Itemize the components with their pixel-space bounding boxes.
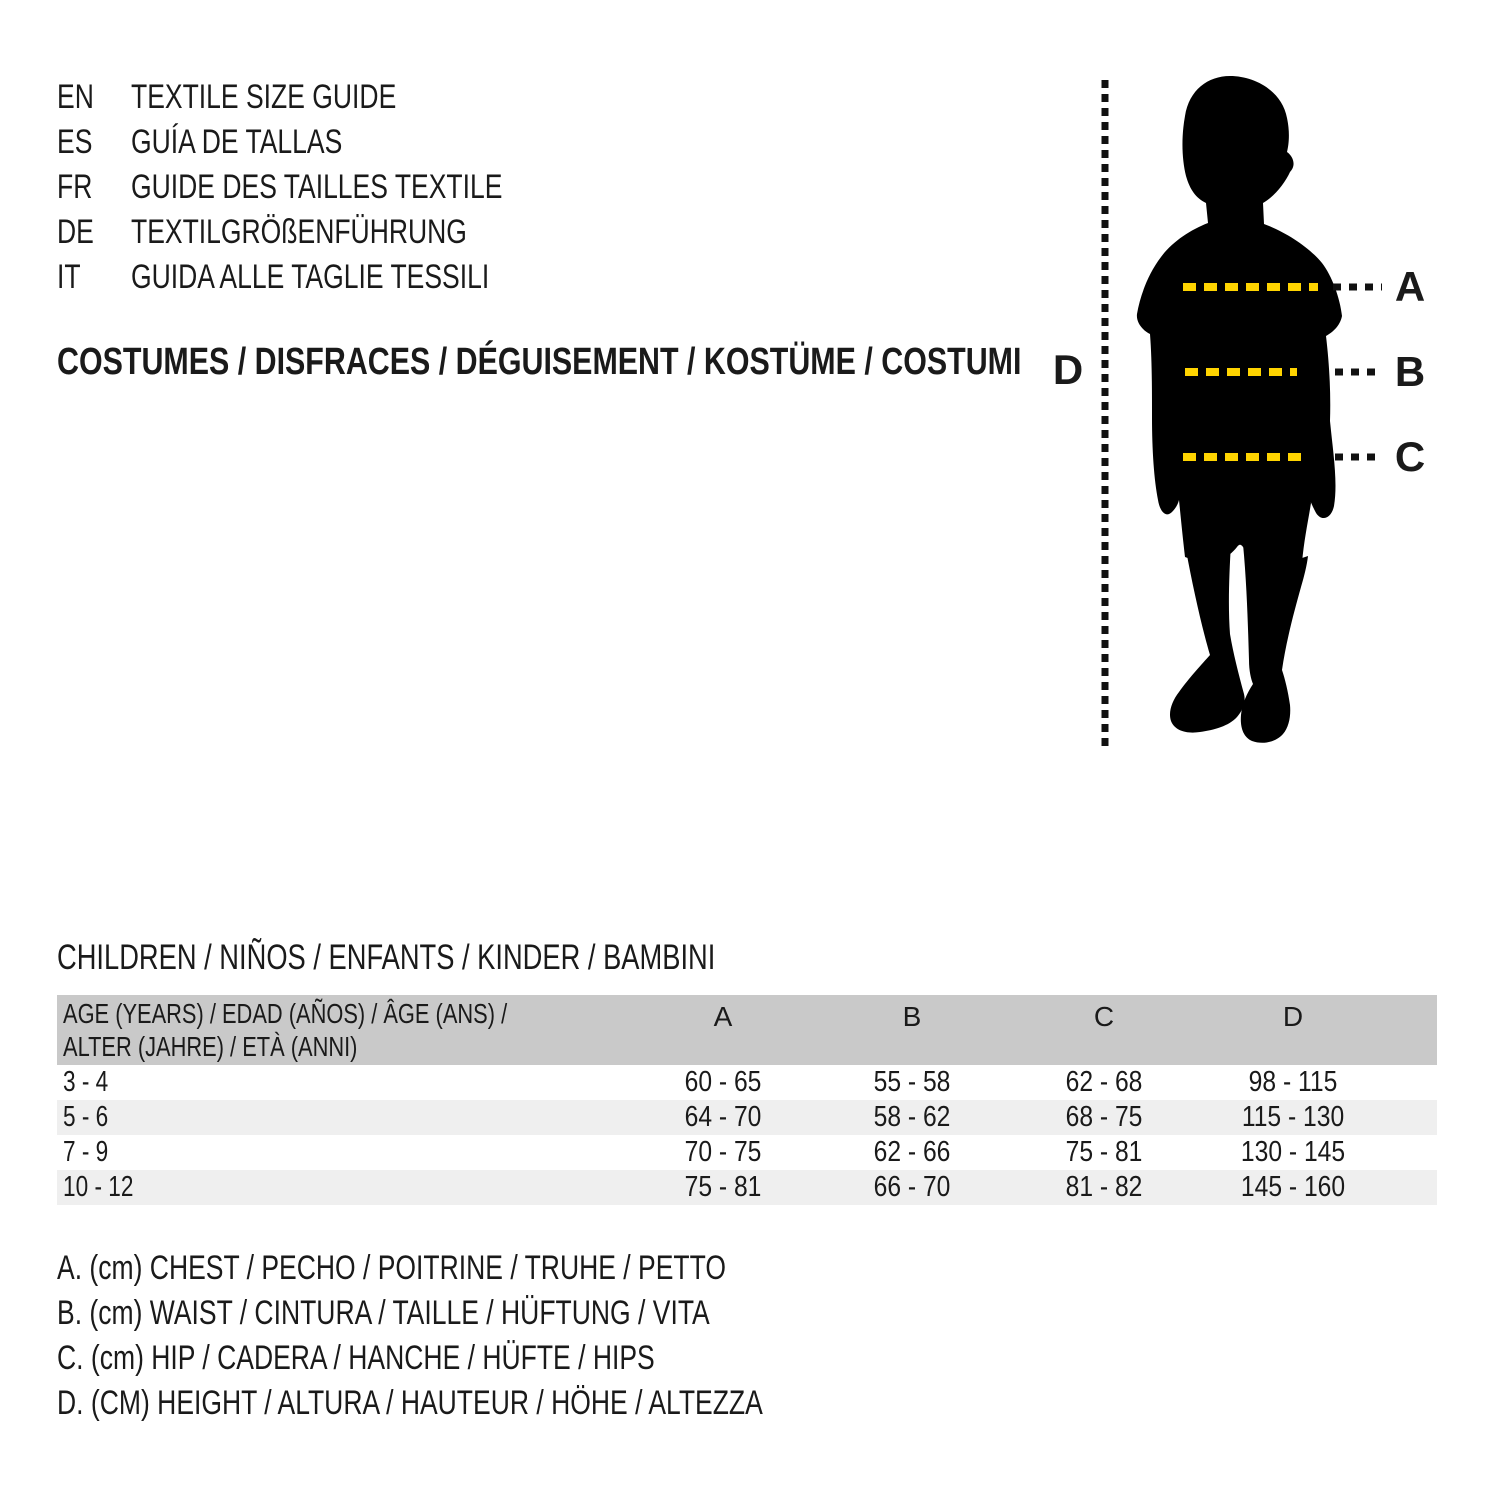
table-section-title: CHILDREN / NIÑOS / ENFANTS / KINDER / BAMBINI [57, 938, 716, 977]
column-header-a: A [713, 1001, 733, 1032]
title-en: TEXTILE SIZE GUIDE [131, 78, 397, 116]
language-code-en: EN [57, 78, 94, 116]
language-row-en [57, 75, 607, 120]
height-range: 145 - 160 [1240, 1171, 1346, 1203]
waist-range: 55 - 58 [873, 1066, 951, 1098]
height-range: 115 - 130 [1241, 1101, 1345, 1133]
age-header-line2: ALTER (JAHRE) / ETÀ (ANNI) [63, 1031, 358, 1062]
table-header-row [57, 995, 1437, 1065]
table-row [57, 1065, 1437, 1100]
hip-range: 62 - 68 [1065, 1066, 1143, 1098]
hip-range: 81 - 82 [1065, 1171, 1143, 1203]
children-size-table [57, 995, 1437, 1205]
column-header-c: C [1093, 1001, 1115, 1032]
language-code-de: DE [57, 213, 94, 251]
silhouette-left-leg [1170, 544, 1245, 733]
table-row [57, 1135, 1437, 1170]
waist-range: 62 - 66 [873, 1136, 951, 1168]
label-height-d: D [1052, 346, 1084, 393]
category-title: COSTUMES / DISFRACES / DÉGUISEMENT / KOSTÜME / COSTUMI [57, 341, 1022, 383]
chest-range: 60 - 65 [684, 1066, 762, 1098]
age-range: 10 - 12 [63, 1171, 134, 1203]
legend-chest: A. (cm) CHEST / PECHO / POITRINE / TRUHE / PETTO [57, 1249, 726, 1287]
height-range: 130 - 145 [1240, 1136, 1346, 1168]
title-de: TEXTILGRÖßENFÜHRUNG [131, 213, 467, 251]
chest-range: 70 - 75 [684, 1136, 762, 1168]
column-header-d: D [1282, 1001, 1304, 1032]
label-chest-a: A [1394, 263, 1426, 310]
chest-range: 75 - 81 [684, 1171, 762, 1203]
silhouette-body [1137, 76, 1342, 565]
language-row-de [57, 210, 607, 255]
language-code-es: ES [57, 123, 93, 161]
column-header-b: B [902, 1001, 922, 1032]
title-es: GUÍA DE TALLAS [131, 123, 343, 161]
legend-hip: C. (cm) HIP / CADERA / HANCHE / HÜFTE / HIPS [57, 1339, 655, 1377]
language-code-it: IT [57, 258, 81, 296]
hip-range: 75 - 81 [1065, 1136, 1143, 1168]
child-silhouette-graphic [1090, 60, 1410, 760]
age-range: 7 - 9 [63, 1136, 109, 1168]
waist-range: 66 - 70 [873, 1171, 951, 1203]
label-waist-b: B [1394, 348, 1426, 395]
language-row-fr [57, 165, 607, 210]
title-fr: GUIDE DES TAILLES TEXTILE [131, 168, 503, 206]
language-title-block [57, 75, 607, 300]
height-range: 98 - 115 [1248, 1066, 1338, 1098]
age-column-header [63, 997, 632, 1063]
age-header-line1: AGE (YEARS) / EDAD (AÑOS) / ÂGE (ANS) / [63, 998, 508, 1029]
language-row-es [57, 120, 607, 165]
title-it: GUIDA ALLE TAGLIE TESSILI [131, 258, 490, 296]
language-code-fr: FR [57, 168, 93, 206]
hip-range: 68 - 75 [1065, 1101, 1143, 1133]
age-range: 3 - 4 [63, 1066, 109, 1098]
legend-waist: B. (cm) WAIST / CINTURA / TAILLE / HÜFTUNG / VITA [57, 1294, 710, 1332]
language-row-it [57, 255, 607, 300]
age-range: 5 - 6 [63, 1101, 109, 1133]
table-row [57, 1100, 1437, 1135]
measurement-legend [57, 1246, 962, 1426]
silhouette-right-leg [1241, 544, 1308, 743]
waist-range: 58 - 62 [873, 1101, 951, 1133]
table-row [57, 1170, 1437, 1205]
legend-height: D. (CM) HEIGHT / ALTURA / HAUTEUR / HÖHE / ALTEZZA [57, 1384, 763, 1422]
label-hip-c: C [1394, 433, 1426, 480]
chest-range: 64 - 70 [684, 1101, 762, 1133]
